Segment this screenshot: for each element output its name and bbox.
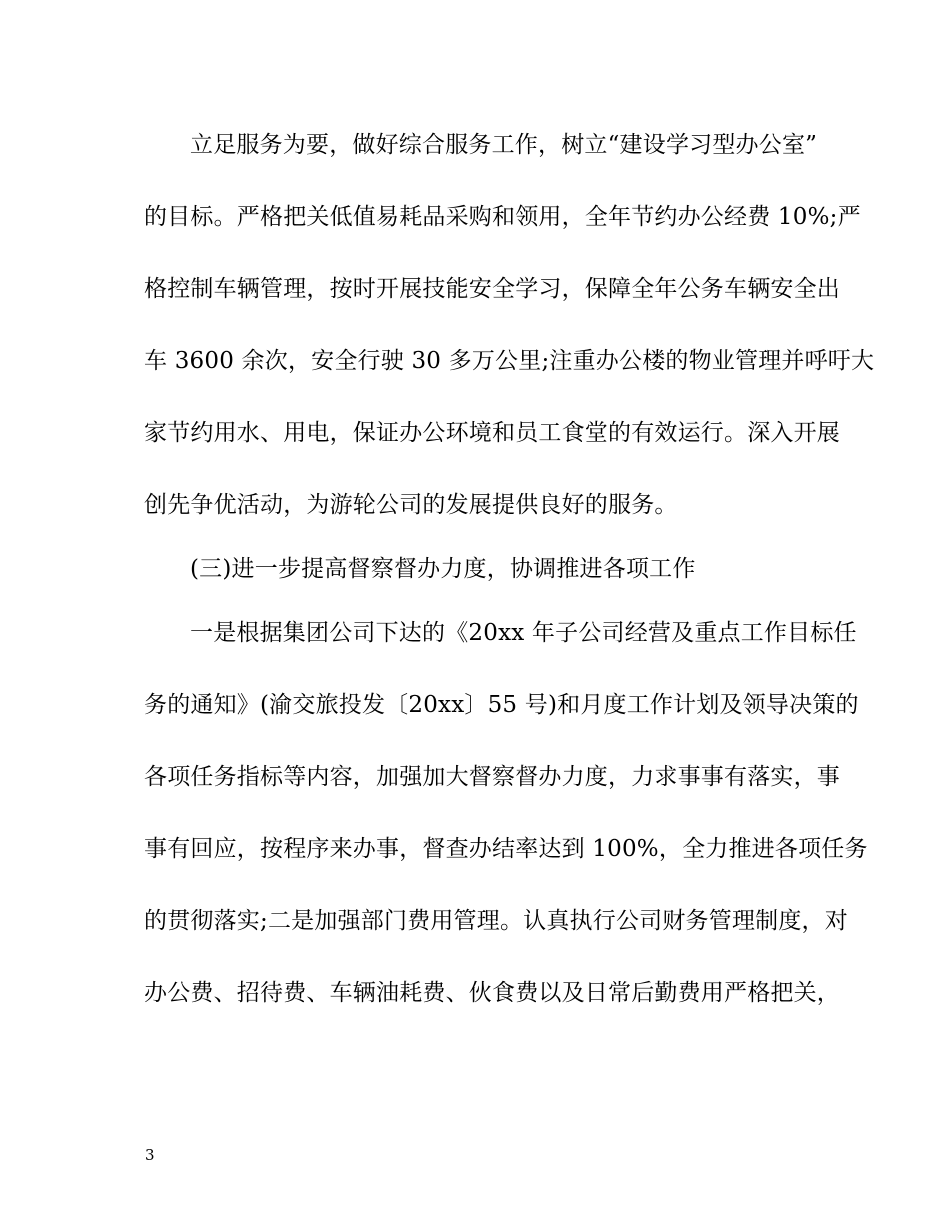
- paragraph-line: 家节约用水、用电，保证办公环境和员工食堂的有效运行。深入开展: [144, 420, 840, 446]
- paragraph-line: 创先争优活动，为游轮公司的发展提供良好的服务。: [144, 492, 678, 518]
- paragraph-line: 各项任务指标等内容，加强加大督察督办力度，力求事事有落实，事: [144, 764, 840, 790]
- paragraph-line: 一是根据集团公司下达的《20xx 年子公司经营及重点工作目标任: [190, 620, 857, 646]
- paragraph-line: 务的通知》(渝交旅投发〔20xx〕55 号)和月度工作计划及领导决策的: [144, 692, 859, 718]
- paragraph-line: 办公费、招待费、车辆油耗费、伙食费以及日常后勤费用严格把关，: [144, 980, 840, 1006]
- paragraph-line: 车 3600 余次，安全行驶 30 多万公里;注重办公楼的物业管理并呼吁大: [144, 348, 875, 374]
- paragraph-line: 的目标。严格把关低值易耗品采购和领用，全年节约办公经费 10%;严: [144, 204, 861, 230]
- paragraph-line: 的贯彻落实;二是加强部门费用管理。认真执行公司财务管理制度，对: [144, 908, 848, 934]
- paragraph-line: 立足服务为要，做好综合服务工作，树立“建设学习型办公室”: [190, 132, 818, 158]
- section-heading: (三)进一步提高督察督办力度，协调推进各项工作: [190, 556, 696, 582]
- paragraph-line: 格控制车辆管理，按时开展技能安全学习，保障全年公务车辆安全出: [144, 276, 840, 302]
- paragraph-line: 事有回应，按程序来办事，督查办结率达到 100%，全力推进各项任务: [144, 836, 868, 862]
- page-number: 3: [145, 1146, 155, 1164]
